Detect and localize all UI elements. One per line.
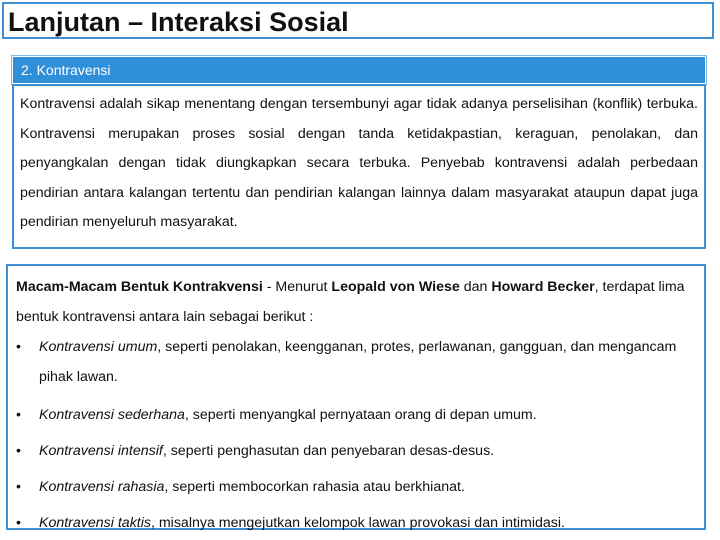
bullet-icon: • — [16, 339, 21, 355]
forms-separator: - Menurut — [262, 279, 332, 295]
section-header — [12, 56, 706, 84]
form-desc: , misalnya mengejutkan kelompok lawan provokasi dan intimidasi. — [150, 515, 565, 531]
form-term: Kontravensi rahasia — [39, 479, 165, 495]
bullet-icon: • — [16, 407, 21, 423]
forms-box — [6, 264, 706, 530]
form-term: Kontravensi umum — [39, 339, 158, 355]
title-box — [2, 2, 714, 39]
form-term: Kontravensi taktis — [39, 515, 151, 531]
list-item — [16, 400, 698, 430]
form-desc: , seperti menyangkal pernyataan orang di depan umum. — [184, 407, 537, 423]
form-desc: , seperti penolakan, keengganan, protes, perlawanan, gangguan, dan mengancam pihak lawan. — [39, 339, 677, 385]
form-term: Kontravensi sederhana — [39, 407, 185, 423]
definition-box — [12, 84, 706, 249]
forms-intro — [16, 272, 698, 332]
slide-title: Lanjutan – Interaksi Sosial — [8, 7, 349, 37]
forms-list — [16, 332, 698, 538]
bullet-icon: • — [16, 479, 21, 495]
form-desc: , seperti penghasutan dan penyebaran desas-desus. — [162, 443, 495, 459]
author-1: Leopald von Wiese — [331, 279, 460, 295]
definition-text: Kontravensi adalah sikap menentang dengan tersembunyi agar tidak adanya perselisihan (konflik) terbuka. Kontravensi merupakan proses sosial dengan tanda ketidakpastian, keraguan, penolakan, dan penyangkalan dengan tidak diungkapkan secara terbuka. Penyebab kontravensi adalah perbedaan pendirian antara kalangan tertentu dan pendirian kalangan lainnya dalam masyarakat ataupun dapat juga pendirian menyeluruh masyarakat. — [20, 96, 698, 230]
section-header-label: 2. Kontravensi — [21, 62, 111, 78]
forms-conjunction: dan — [459, 279, 492, 295]
list-item — [16, 332, 698, 392]
forms-intro-rest: , terdapat lima bentuk kontravensi antara lain sebagai berikut : — [16, 279, 685, 325]
form-term: Kontravensi intensif — [39, 443, 163, 459]
list-item — [16, 508, 698, 538]
author-2: Howard Becker — [491, 279, 595, 295]
bullet-icon: • — [16, 443, 21, 459]
bullet-icon: • — [16, 515, 21, 531]
form-desc: , seperti membocorkan rahasia atau berkhianat. — [164, 479, 465, 495]
list-item — [16, 436, 698, 466]
list-item — [16, 472, 698, 502]
forms-title: Macam-Macam Bentuk Kontrakvensi — [16, 279, 263, 295]
